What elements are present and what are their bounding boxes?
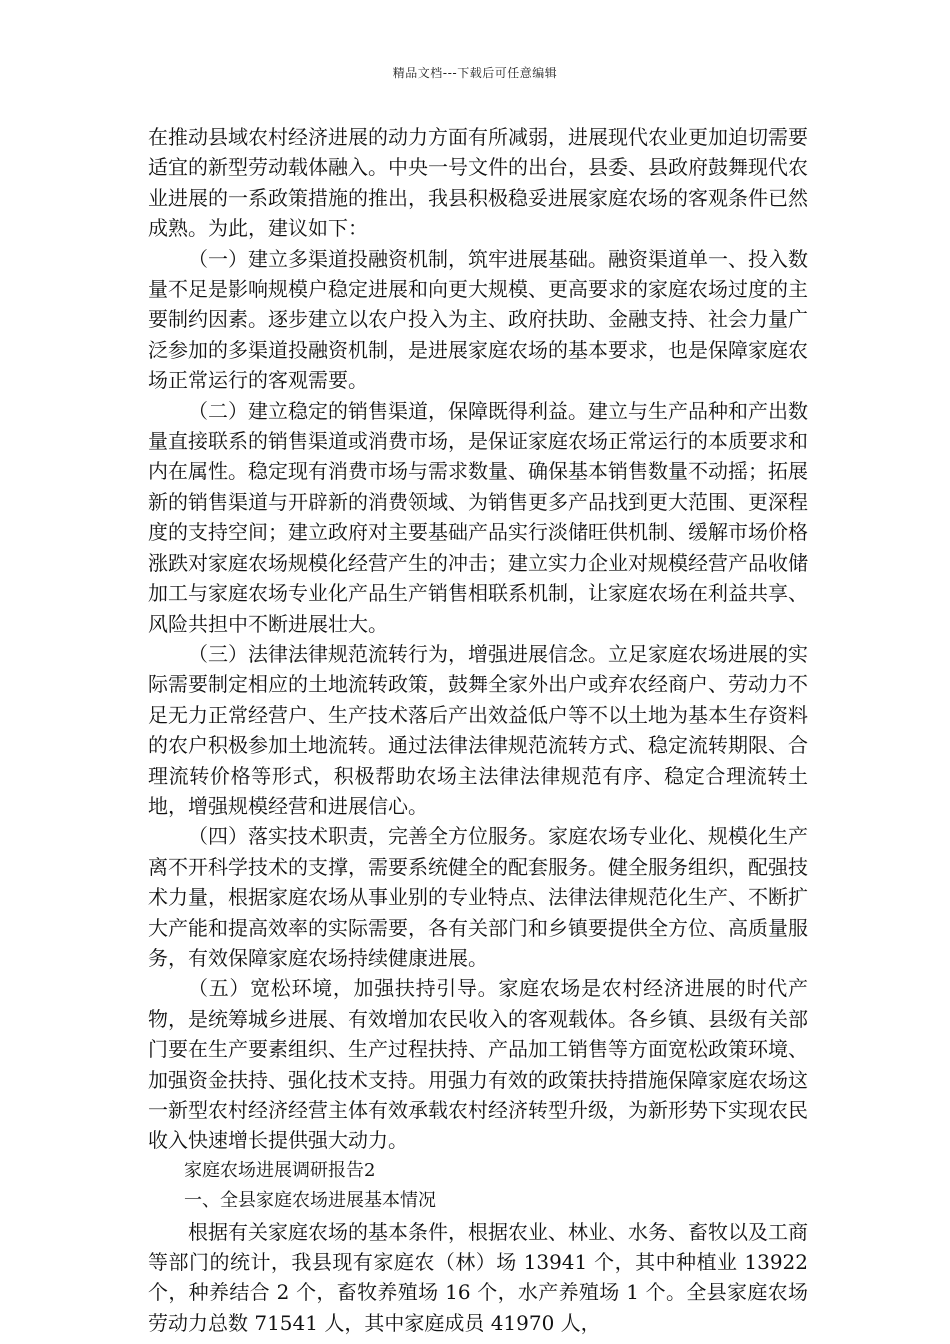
page-header: 精品文档---下载后可任意编辑 xyxy=(392,66,558,80)
report-title: 家庭农场进展调研报告2 xyxy=(184,1159,376,1181)
paragraph-suggestion-5: （五）宽松环境，加强扶持引导。家庭农场是农村经济进展的时代产物，是统筹城乡进展、有效增加农民收入的客观载体。各乡镇、县级有关部门要在生产要素组织、生产过程扶持、产品加工销售等方面宽松政策环境、加强资金扶持、强化技术支持。用强力有效的政策扶持措施保障家庭农场这一新型农村经济经营主体有效承载农村经济转型升级，为新形势下实现农民收入快速增长提供强大动力。 xyxy=(148,976,808,1153)
paragraph-suggestion-4: （四）落实技术职责，完善全方位服务。家庭农场专业化、规模化生产离不开科学技术的支撑，需要系统健全的配套服务。健全服务组织，配强技术力量，根据家庭农场从事业别的专业特点、法律法律规范化生产、不断扩大产能和提高效率的实际需要，各有关部门和乡镇要提供全方位、高质量服务，有效保障家庭农场持续健康进展。 xyxy=(148,824,808,970)
paragraph-intro-continuation: 在推动县域农村经济进展的动力方面有所减弱，进展现代农业更加迫切需要适宜的新型劳动载体融入。中央一号文件的出台，县委、县政府鼓舞现代农业进展的一系政策措施的推出，我县积极稳妥进展家庭农场的客观条件已然成熟。为此，建议如下： xyxy=(148,125,808,241)
paragraph-suggestion-2: （二）建立稳定的销售渠道，保障既得利益。建立与生产品种和产出数量直接联系的销售渠道或消费市场，是保证家庭农场正常运行的本质要求和内在属性。稳定现有消费市场与需求数量、确保基本销售数量不动摇；拓展新的销售渠道与开辟新的消费领域、为销售更多产品找到更大范围、更深程度的支持空间；建立政府对主要基础产品实行淡储旺供机制、缓解市场价格涨跌对家庭农场规模化经营产生的冲击；建立实力企业对规模经营产品收储加工与家庭农场专业化产品生产销售相联系机制，让家庭农场在利益共享、风险共担中不断进展壮大。 xyxy=(148,398,808,636)
section-heading: 一、全县家庭农场进展基本情况 xyxy=(184,1190,436,1212)
paragraph-suggestion-3: （三）法律法律规范流转行为，增强进展信念。立足家庭农场进展的实际需要制定相应的土地流转政策，鼓舞全家外出户或弃农经商户、劳动力不足无力正常经营户、生产技术落后产出效益低户等不以土地为基本生存资料的农户积极参加土地流转。通过法律法律规范流转方式、稳定流转期限、合理流转价格等形式，积极帮助农场主法律法律规范有序、稳定合理流转土地，增强规模经营和进展信心。 xyxy=(148,641,808,818)
document-body xyxy=(148,122,808,1338)
paragraph-statistics: 根据有关家庭农场的基本条件，根据农业、林业、水务、畜牧以及工商等部门的统计，我县现有家庭农（林）场 13941 个，其中种植业 13922 个，种养结合 2 个，畜牧养殖场 16 个，水产养殖场 1 个。全县家庭农场劳动力总数 71541 人，其中家庭成员 41970 人， xyxy=(148,1219,808,1335)
paragraph-suggestion-1: （一）建立多渠道投融资机制，筑牢进展基础。融资渠道单一、投入数量不足是影响规模户稳定进展和向更大规模、更高要求的家庭农场过度的主要制约因素。逐步建立以农户投入为主、政府扶助、金融支持、社会力量广泛参加的多渠道投融资机制，是进展家庭农场的基本要求，也是保障家庭农场正常运行的客观需要。 xyxy=(148,246,808,393)
